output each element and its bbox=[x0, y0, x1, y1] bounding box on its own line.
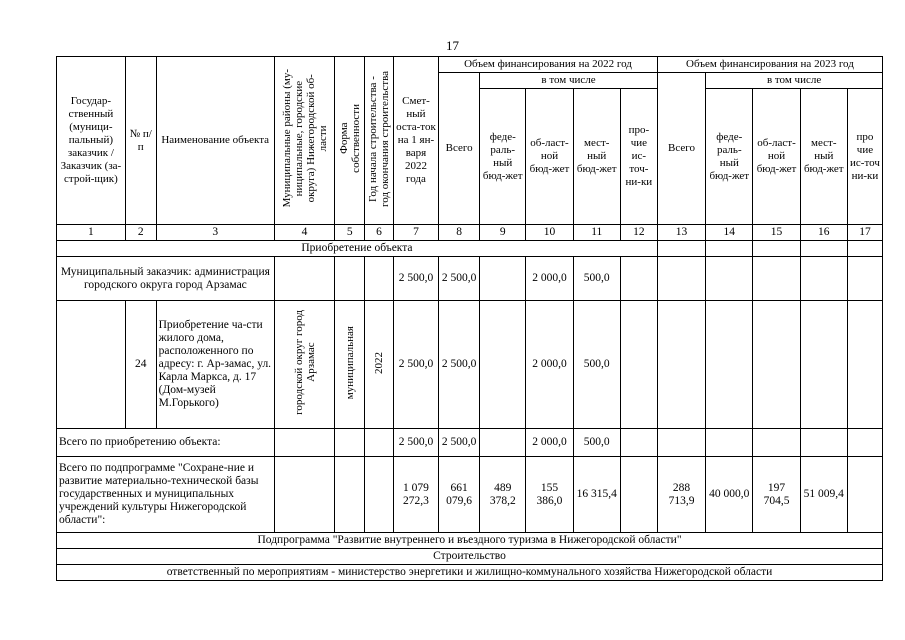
header-local-2023: мест-ный бюд-жет bbox=[800, 89, 847, 225]
col-number: 13 bbox=[657, 225, 705, 241]
col-number: 2 bbox=[125, 225, 156, 241]
header-federal-2022: феде-раль-ный бюд-жет bbox=[480, 89, 526, 225]
col-number: 5 bbox=[335, 225, 365, 241]
column-number-row bbox=[57, 225, 883, 241]
subprogram-tourism-row bbox=[57, 533, 883, 549]
acquisition-total-label: Всего по приобретению объекта: bbox=[57, 429, 275, 457]
object-district-l1: городской округ город bbox=[292, 310, 305, 415]
section-row bbox=[57, 241, 883, 257]
estimate-value: 2 500,0 bbox=[393, 301, 438, 429]
total-2022-value: 2 500,0 bbox=[439, 257, 480, 301]
header-districts-l1: Муниципальные районы (му- bbox=[280, 69, 293, 208]
header-including-2023: в том числе bbox=[706, 73, 883, 89]
header-estimate: Смет-ный оста-ток на 1 ян-варя 2022 года bbox=[393, 57, 438, 225]
col-number: 14 bbox=[706, 225, 753, 241]
header-funding-2022: Объем финансирования на 2022 год bbox=[439, 57, 658, 73]
col-number: 17 bbox=[847, 225, 882, 241]
object-row bbox=[57, 301, 883, 429]
total-2023-value: 288 713,9 bbox=[657, 457, 705, 533]
header-regional-2022: об-ласт-ной бюд-жет bbox=[526, 89, 573, 225]
object-name: Приобретение ча-сти жилого дома, расположенного по адресу: г. Ар-замас, ул. Карла Маркса, д. 17 (Дом-музей М.Горького) bbox=[156, 301, 274, 429]
customer-row bbox=[57, 257, 883, 301]
federal-2022-value: 489 378,2 bbox=[480, 457, 526, 533]
responsible-text: ответственный по мероприятиям - министерство энергетики и жилищно-коммунального хозяйства Нижегородской области bbox=[57, 565, 883, 581]
object-year bbox=[365, 301, 394, 429]
header-federal-2023: феде-раль-ный бюд-жет bbox=[706, 89, 753, 225]
header-customer: Государ-ственный (муници-пальный) заказчик / Заказчик (за-строй-щик) bbox=[57, 57, 126, 225]
local-2023-value: 51 009,4 bbox=[800, 457, 847, 533]
total-2022-value: 2 500,0 bbox=[439, 301, 480, 429]
header-object-name: Наименование объекта bbox=[156, 57, 274, 225]
header-funding-2023: Объем финансирования на 2023 год bbox=[657, 57, 882, 73]
regional-2022-value: 2 000,0 bbox=[526, 257, 573, 301]
header-other-2023: про чие ис-точ ни-ки bbox=[847, 89, 882, 225]
acquisition-total-row bbox=[57, 429, 883, 457]
regional-2022-value: 155 386,0 bbox=[526, 457, 573, 533]
subprogram-total-label: Всего по подпрограмме "Сохране-ние и развитие материально-технической базы государственных и муниципальных учреждений культуры Нижегородской области": bbox=[57, 457, 275, 533]
col-number: 1 bbox=[57, 225, 126, 241]
total-2022-value: 661 079,6 bbox=[439, 457, 480, 533]
header-total-2023: Всего bbox=[657, 73, 705, 225]
estimate-value: 1 079 272,3 bbox=[393, 457, 438, 533]
local-2022-value: 500,0 bbox=[573, 257, 620, 301]
total-2022-value: 2 500,0 bbox=[439, 429, 480, 457]
header-districts-l2: ниципальные, городские bbox=[292, 80, 305, 197]
object-ownership-text: муниципальная bbox=[343, 325, 356, 400]
header-ownership bbox=[335, 57, 365, 225]
header-total-2022: Всего bbox=[439, 73, 480, 225]
header-years bbox=[365, 57, 394, 225]
col-number: 16 bbox=[800, 225, 847, 241]
header-num: № п/п bbox=[125, 57, 156, 225]
col-number: 15 bbox=[753, 225, 800, 241]
section-construction-row bbox=[57, 549, 883, 565]
object-num: 24 bbox=[125, 301, 156, 429]
subprogram-tourism: Подпрограмма "Развитие внутреннего и въездного туризма в Нижегородской области" bbox=[57, 533, 883, 549]
header-years-l2: год окончания строительства bbox=[379, 70, 392, 207]
local-2022-value: 16 315,4 bbox=[573, 457, 620, 533]
header-other-2022: про-чие ис-точ-ни-ки bbox=[620, 89, 657, 225]
page-number: 17 bbox=[446, 38, 459, 53]
header-row-1 bbox=[57, 57, 883, 73]
object-ownership bbox=[335, 301, 365, 429]
header-ownership-l1: Форма bbox=[337, 122, 350, 155]
regional-2023-value: 197 704,5 bbox=[753, 457, 800, 533]
local-2022-value: 500,0 bbox=[573, 429, 620, 457]
col-number: 9 bbox=[480, 225, 526, 241]
col-number: 11 bbox=[573, 225, 620, 241]
subprogram-total-row bbox=[57, 457, 883, 533]
estimate-value: 2 500,0 bbox=[393, 429, 438, 457]
section-acquisition: Приобретение объекта bbox=[57, 241, 658, 257]
object-year-text: 2022 bbox=[373, 351, 385, 374]
col-number: 4 bbox=[274, 225, 335, 241]
estimate-value: 2 500,0 bbox=[393, 257, 438, 301]
federal-2023-value: 40 000,0 bbox=[706, 457, 753, 533]
header-including-2022: в том числе bbox=[480, 73, 658, 89]
header-local-2022: мест-ный бюд-жет bbox=[573, 89, 620, 225]
regional-2022-value: 2 000,0 bbox=[526, 301, 573, 429]
header-districts-l4: ласти bbox=[316, 125, 329, 152]
col-number: 6 bbox=[365, 225, 394, 241]
header-years-l1: Год начала строительства - bbox=[367, 75, 380, 202]
header-districts-l3: округа) Нижегородской об- bbox=[304, 74, 317, 203]
col-number: 12 bbox=[620, 225, 657, 241]
funding-table bbox=[56, 56, 883, 581]
col-number: 10 bbox=[526, 225, 573, 241]
header-districts bbox=[274, 57, 335, 225]
header-regional-2023: об-ласт-ной бюд-жет bbox=[753, 89, 800, 225]
object-district bbox=[274, 301, 335, 429]
regional-2022-value: 2 000,0 bbox=[526, 429, 573, 457]
customer-label: Муниципальный заказчик: администрация городского округа город Арзамас bbox=[57, 257, 275, 301]
col-number: 8 bbox=[439, 225, 480, 241]
col-number: 7 bbox=[393, 225, 438, 241]
section-construction: Строительство bbox=[57, 549, 883, 565]
object-district-l2: Арзамас bbox=[304, 342, 317, 383]
header-ownership-l2: собственности bbox=[349, 104, 362, 173]
responsible-row bbox=[57, 565, 883, 581]
local-2022-value: 500,0 bbox=[573, 301, 620, 429]
col-number: 3 bbox=[156, 225, 274, 241]
